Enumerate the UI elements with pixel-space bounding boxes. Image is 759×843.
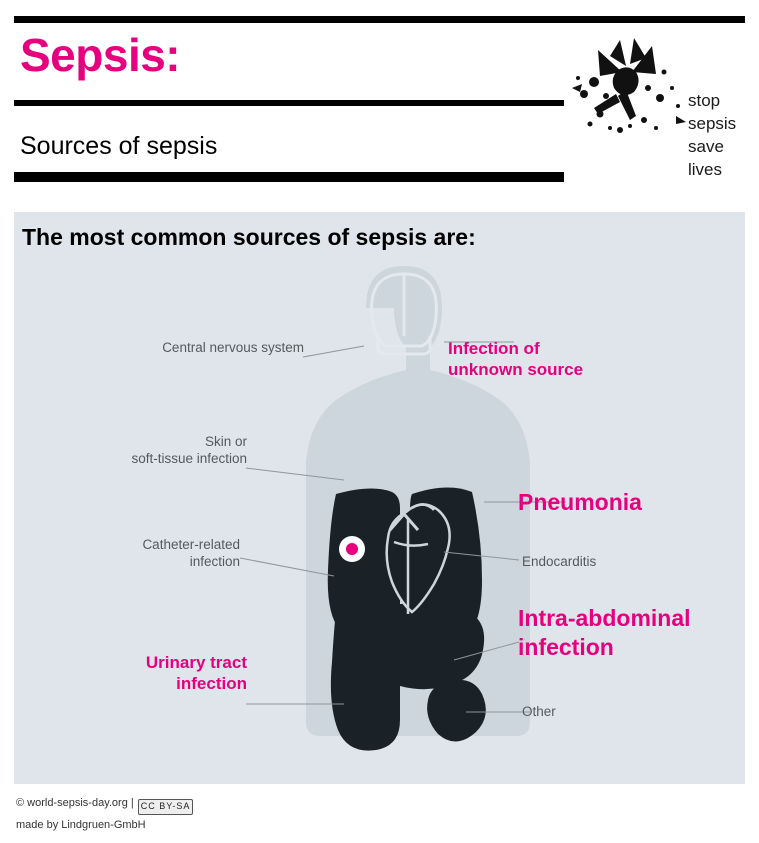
- footer-copyright: © world-sepsis-day.org |: [16, 797, 134, 809]
- label-skin-line-2: soft-tissue infection: [131, 450, 247, 466]
- label-unknown-line-2: unknown source: [448, 360, 584, 380]
- diagram-panel: [14, 212, 745, 784]
- label-pneumonia: Pneumonia: [518, 489, 642, 515]
- label-other: Other: [522, 704, 556, 719]
- logo-tagline: [688, 90, 736, 182]
- header-top-rule: [14, 16, 745, 23]
- logo-line-4: lives: [688, 159, 723, 179]
- creative-commons-icon: CC BY-SA: [138, 799, 194, 815]
- label-urinary-tract: [42, 652, 247, 695]
- footer-credit: made by Lindgruen-GmbH: [16, 818, 146, 831]
- label-catheter-line-2: infection: [189, 553, 240, 569]
- label-intra-abdominal-line-2: infection: [518, 633, 614, 660]
- header-rule-bottom: [14, 172, 564, 182]
- label-skin-line-1: Skin or: [204, 434, 247, 449]
- footer: [16, 795, 193, 833]
- logo-line-2: sepsis: [688, 113, 737, 133]
- label-skin-soft-tissue: [42, 434, 247, 468]
- mosquito-splatter-icon: [560, 32, 690, 142]
- page-subtitle: Sources of sepsis: [20, 132, 218, 160]
- label-catheter-line-1: Catheter-related: [142, 537, 240, 552]
- label-urinary-line-2: infection: [176, 674, 247, 694]
- label-central-nervous-system: Central nervous system: [162, 340, 304, 355]
- logo-line-3: save: [688, 136, 724, 156]
- label-intra-abdominal: [518, 604, 743, 662]
- label-unknown-source: [448, 338, 698, 381]
- header-rule-middle: [14, 100, 564, 106]
- label-catheter-related: [42, 537, 240, 571]
- label-intra-abdominal-line-1: Intra-abdominal: [518, 605, 691, 631]
- logo-line-1: stop: [688, 91, 721, 110]
- page-title: Sepsis:: [20, 29, 181, 81]
- label-unknown-line-1: Infection of: [448, 339, 540, 358]
- label-endocarditis: Endocarditis: [522, 554, 597, 569]
- catheter-marker-icon: [339, 536, 365, 562]
- label-urinary-line-1: Urinary tract: [145, 653, 247, 672]
- panel-heading: The most common sources of sepsis are:: [22, 224, 476, 250]
- logo: [560, 28, 745, 188]
